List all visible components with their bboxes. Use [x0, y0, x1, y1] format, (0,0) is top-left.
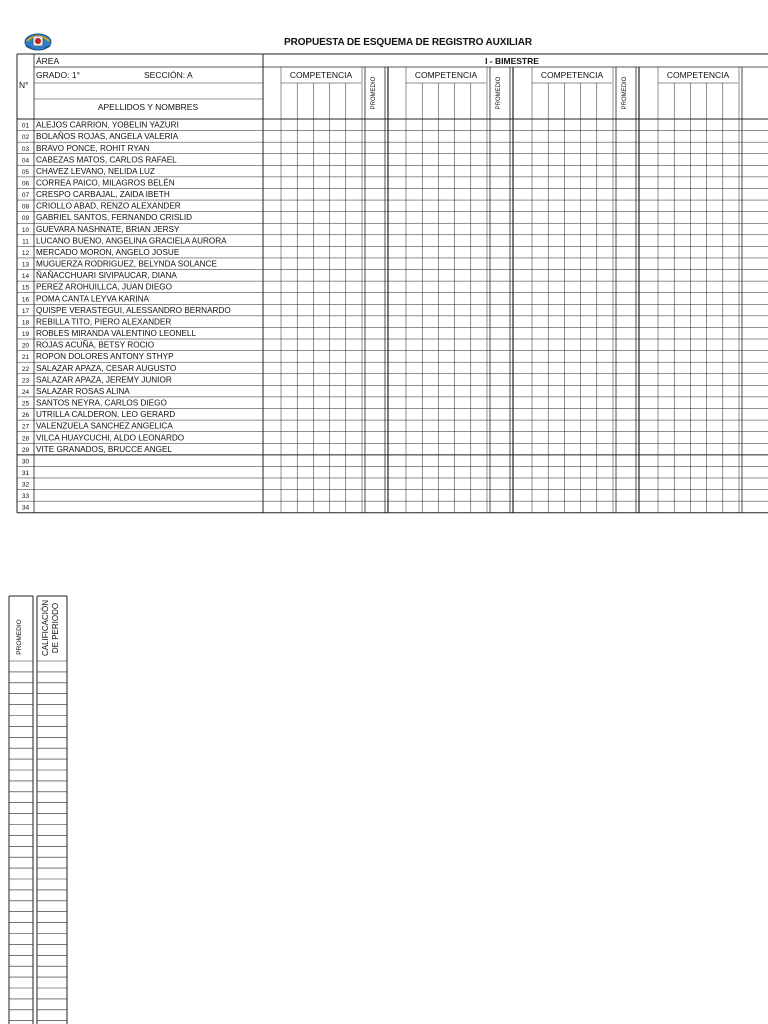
student-name: GUEVARA NASHNATE, BRIAN JERSY: [36, 224, 180, 234]
competencia-label: COMPETENCIA: [540, 70, 604, 80]
student-number: 24: [21, 388, 30, 396]
student-number: 14: [21, 273, 30, 281]
student-name: ROBLES MIRANDA VALENTINO LEONELL: [36, 329, 197, 339]
student-name: CRESPO CARBAJAL, ZAIDA IBETH: [36, 190, 170, 200]
student-name: ALEJOS CARRION, YOBELIN YAZURI: [36, 120, 179, 130]
student-number: 16: [21, 296, 30, 304]
student-name: VITE GRANADOS, BRUCCE ANGEL: [36, 444, 173, 454]
student-name: CABEZAS MATOS, CARLOS RAFAEL: [36, 155, 177, 165]
student-name: POMA CANTA LEYVA KARINA: [36, 294, 149, 304]
student-number: 07: [21, 192, 30, 200]
promedio-label: PROMEDIO: [496, 76, 502, 110]
student-name: MUGUERZA RODRIGUEZ, BELYNDA SOLANCE: [36, 259, 217, 269]
student-number: 32: [21, 481, 30, 489]
student-number: 03: [21, 145, 30, 153]
grado-label: GRADO: 1°: [36, 70, 81, 80]
side-promedio-label: PROMEDIO: [16, 619, 23, 655]
student-number: 09: [21, 215, 30, 223]
bimestre-label: I - BIMESTRE: [485, 56, 539, 66]
student-number: 04: [21, 157, 30, 165]
student-name: QUISPE VERASTEGUI, ALESSANDRO BERNARDO: [36, 305, 231, 315]
seccion-label: SECCIÓN: A: [144, 70, 193, 80]
student-number: 02: [21, 134, 30, 142]
names-header: APELLIDOS Y NOMBRES: [97, 102, 199, 112]
student-name: REBILLA TITO, PIERO ALEXANDER: [36, 317, 172, 327]
student-name: VILCA HUAYCUCHI, ALDO LEONARDO: [36, 433, 185, 443]
student-name: BRAVO PONCE, ROHIT RYAN: [36, 143, 150, 153]
student-name: ROPON DOLORES ANTONY STHYP: [36, 352, 174, 362]
student-number: 11: [22, 238, 29, 246]
student-number: 10: [21, 226, 30, 234]
student-name: MERCADO MORON, ANGELO JOSUE: [36, 247, 180, 257]
student-name: ROJAS ACUÑA, BETSY ROCIO: [36, 340, 155, 350]
document-title: PROPUESTA DE ESQUEMA DE REGISTRO AUXILIAR: [284, 37, 532, 48]
student-number: 22: [21, 365, 30, 373]
student-number: 31: [21, 470, 30, 477]
student-number: 15: [21, 284, 30, 292]
student-number: 30: [21, 458, 30, 466]
student-number: 20: [21, 342, 30, 350]
promedio-label: PROMEDIO: [371, 76, 377, 110]
student-number: 28: [21, 435, 30, 443]
student-number: 33: [21, 493, 30, 501]
student-name: UTRILLA CALDERON, LEO GERARD: [36, 410, 176, 420]
student-number: 06: [21, 180, 30, 188]
area-label: ÁREA: [36, 56, 60, 66]
periodo-label: DE PERIODO: [51, 602, 60, 654]
student-number: 08: [21, 203, 30, 211]
student-number: 25: [21, 400, 30, 408]
student-number: 26: [21, 412, 30, 420]
student-number: 12: [21, 249, 30, 257]
student-number: 19: [21, 331, 30, 339]
student-number: 05: [21, 168, 30, 176]
student-number: 27: [21, 423, 30, 431]
student-name: SALAZAR APAZA, JEREMY JUNIOR: [36, 375, 172, 385]
student-name: CHAVEZ LEVANO, NELIDA LUZ: [36, 166, 155, 176]
student-name: VALENZUELA SANCHEZ ANGELICA: [36, 421, 173, 431]
student-name: SALAZAR APAZA, CESAR AUGUSTO: [36, 363, 177, 373]
student-number: 23: [21, 377, 30, 385]
student-name: BOLAÑOS ROJAS, ANGELA VALERIA: [36, 132, 179, 142]
student-number: 13: [21, 261, 30, 269]
student-name: SANTOS NEYRA, CARLOS DIEGO: [36, 398, 167, 408]
student-name: CORREA PAICO, MILAGROS BELÉN: [36, 178, 175, 188]
student-number: 29: [21, 446, 30, 454]
competencia-label: COMPETENCIA: [414, 70, 478, 80]
student-number: 17: [21, 307, 30, 315]
calificacion-label: CALIFICACIÓN: [41, 599, 50, 657]
student-name: ÑAÑACCHUARI SIVIPAUCAR, DIANA: [36, 271, 177, 281]
student-name: CRIOLLO ABAD, RENZO ALEXANDER: [36, 201, 181, 211]
student-name: SALAZAR ROSAS ALINA: [36, 386, 130, 396]
student-number: 18: [21, 319, 30, 327]
student-name: GABRIEL SANTOS, FERNANDO CRISLID: [36, 213, 193, 223]
competencia-label: COMPETENCIA: [289, 70, 353, 80]
competencia-label: COMPETENCIA: [666, 70, 730, 80]
student-number: 01: [21, 122, 30, 130]
student-name: PEREZ AROHUILLCA, JUAN DIEGO: [36, 282, 173, 292]
promedio-label: PROMEDIO: [622, 76, 628, 110]
student-number: 21: [21, 354, 30, 362]
student-name: LUCANO BUENO, ANGELINA GRACIELA AURORA: [36, 236, 227, 246]
student-number: 34: [21, 504, 30, 512]
numero-label: N°: [19, 80, 29, 90]
